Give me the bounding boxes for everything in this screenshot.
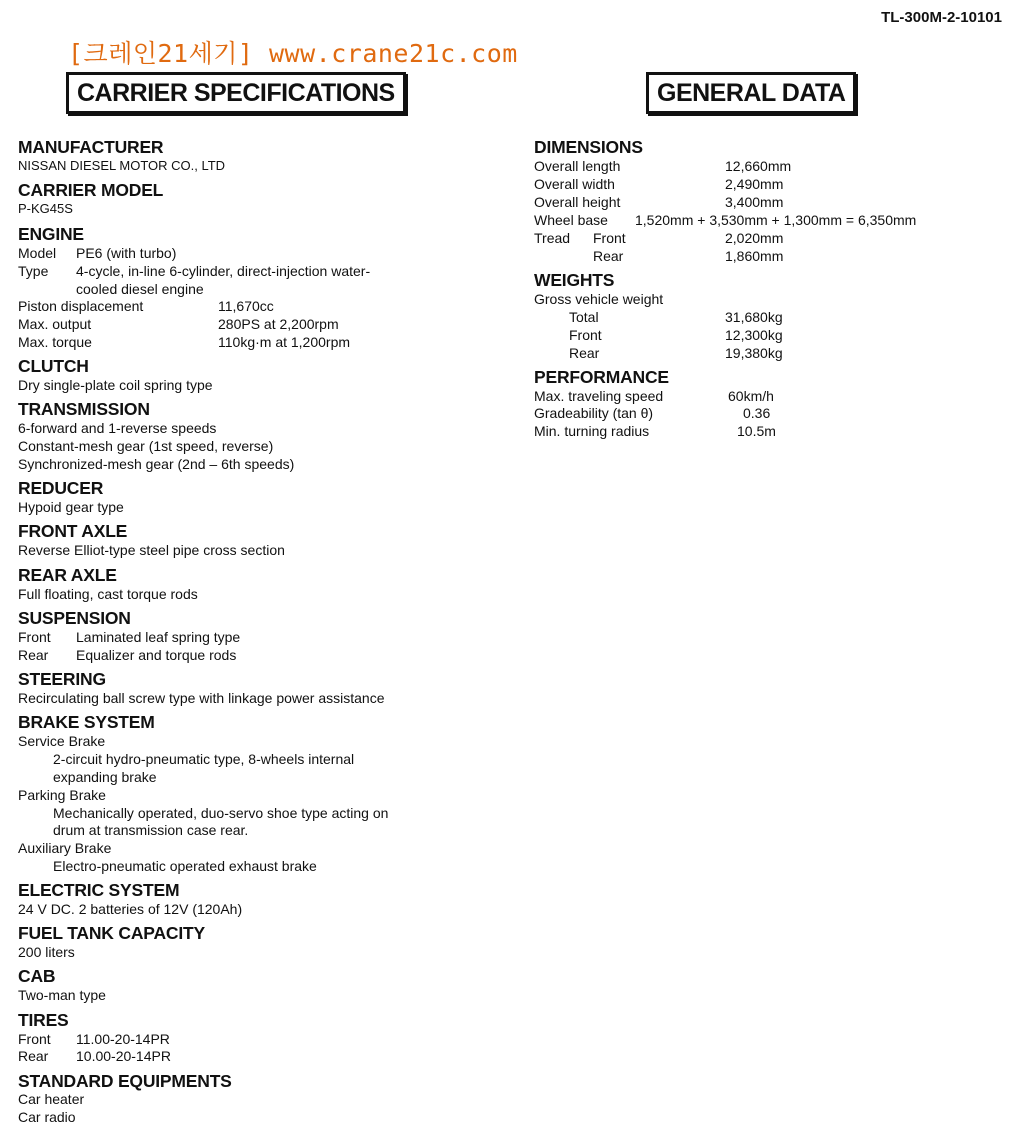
rear-axle-value: Full floating, cast torque rods bbox=[18, 586, 198, 602]
suspension-front-label: Front bbox=[18, 629, 51, 645]
tires-rear-label: Rear bbox=[18, 1048, 49, 1064]
auxiliary-brake-label: Auxiliary Brake bbox=[18, 840, 112, 856]
max-torque-label: Max. torque bbox=[18, 334, 92, 350]
brake-system-heading: BRAKE SYSTEM bbox=[18, 712, 155, 732]
manufacturer-heading: MANUFACTURER bbox=[18, 137, 164, 157]
service-brake-label: Service Brake bbox=[18, 733, 106, 749]
electric-system-heading: ELECTRIC SYSTEM bbox=[18, 880, 180, 900]
overall-height-value: 3,400mm bbox=[725, 194, 784, 210]
cab-heading: CAB bbox=[18, 966, 56, 986]
document-id: TL-300M-2-10101 bbox=[881, 9, 1002, 26]
max-output-label: Max. output bbox=[18, 316, 92, 332]
carrier-model-heading: CARRIER MODEL bbox=[18, 180, 164, 200]
performance-heading: PERFORMANCE bbox=[534, 367, 669, 387]
fuel-tank-heading: FUEL TANK CAPACITY bbox=[18, 923, 205, 943]
carrier-model-value: P-KG45S bbox=[18, 201, 73, 216]
reducer-heading: REDUCER bbox=[18, 478, 104, 498]
tread-label: Tread bbox=[534, 230, 571, 246]
tires-rear-value: 10.00-20-14PR bbox=[76, 1048, 171, 1064]
suspension-rear-label: Rear bbox=[18, 647, 49, 663]
tread-front-value: 2,020mm bbox=[725, 230, 784, 246]
clutch-heading: CLUTCH bbox=[18, 356, 89, 376]
tires-heading: TIRES bbox=[18, 1010, 69, 1030]
front-axle-heading: FRONT AXLE bbox=[18, 521, 128, 541]
engine-model-label: Model bbox=[18, 245, 57, 261]
displacement-label: Piston displacement bbox=[18, 298, 144, 314]
tires-front-value: 11.00-20-14PR bbox=[76, 1031, 170, 1047]
overall-width-value: 2,490mm bbox=[725, 176, 784, 192]
overall-length-value: 12,660mm bbox=[725, 158, 792, 174]
engine-type-value-1: 4-cycle, in-line 6-cylinder, direct-injection water- bbox=[76, 263, 371, 279]
equipment-item: Car heater bbox=[18, 1091, 85, 1107]
engine-heading: ENGINE bbox=[18, 224, 84, 244]
transmission-heading: TRANSMISSION bbox=[18, 399, 150, 419]
gross-vehicle-weight-label: Gross vehicle weight bbox=[534, 291, 664, 307]
suspension-rear-value: Equalizer and torque rods bbox=[76, 647, 237, 663]
gradeability-label: Gradeability (tan θ) bbox=[534, 405, 654, 421]
max-torque-value: 110kg·m at 1,200rpm bbox=[218, 334, 351, 350]
weight-rear-label: Rear bbox=[569, 345, 600, 361]
max-output-value: 280PS at 2,200rpm bbox=[218, 316, 339, 332]
electric-system-value: 24 V DC. 2 batteries of 12V (120Ah) bbox=[18, 901, 243, 917]
displacement-value: 11,670cc bbox=[218, 298, 274, 314]
max-speed-value: 60km/h bbox=[728, 388, 774, 404]
weight-total-label: Total bbox=[569, 309, 599, 325]
overall-length-label: Overall length bbox=[534, 158, 621, 174]
turning-radius-value: 10.5m bbox=[737, 423, 776, 439]
transmission-line: Synchronized-mesh gear (2nd – 6th speeds) bbox=[18, 456, 295, 472]
tread-rear-value: 1,860mm bbox=[725, 248, 784, 264]
engine-type-label: Type bbox=[18, 263, 49, 279]
wheel-base-value: 1,520mm + 3,530mm + 1,300mm = 6,350mm bbox=[635, 212, 917, 228]
engine-type-value-2: cooled diesel engine bbox=[76, 281, 204, 297]
watermark: [크레인21세기] www.crane21c.com bbox=[68, 39, 518, 68]
engine-model-value: PE6 (with turbo) bbox=[76, 245, 177, 261]
wheel-base-label: Wheel base bbox=[534, 212, 608, 228]
steering-value: Recirculating ball screw type with linkage power assistance bbox=[18, 690, 385, 706]
service-brake-value-2: expanding brake bbox=[53, 769, 157, 785]
front-axle-value: Reverse Elliot-type steel pipe cross section bbox=[18, 542, 285, 558]
weight-front-value: 12,300kg bbox=[725, 327, 783, 343]
dimensions-heading: DIMENSIONS bbox=[534, 137, 643, 157]
parking-brake-label: Parking Brake bbox=[18, 787, 106, 803]
steering-heading: STEERING bbox=[18, 669, 106, 689]
service-brake-value-1: 2-circuit hydro-pneumatic type, 8-wheels internal bbox=[53, 751, 355, 767]
weight-rear-value: 19,380kg bbox=[725, 345, 783, 361]
turning-radius-label: Min. turning radius bbox=[534, 423, 650, 439]
standard-equipments-heading: STANDARD EQUIPMENTS bbox=[18, 1071, 232, 1091]
overall-height-label: Overall height bbox=[534, 194, 621, 210]
equipment-item: Car radio bbox=[18, 1109, 76, 1125]
gradeability-value: 0.36 bbox=[743, 405, 771, 421]
reducer-value: Hypoid gear type bbox=[18, 499, 124, 515]
fuel-tank-value: 200 liters bbox=[18, 944, 75, 960]
parking-brake-value-1: Mechanically operated, duo-servo shoe type acting on bbox=[53, 805, 389, 821]
suspension-heading: SUSPENSION bbox=[18, 608, 131, 628]
weight-front-label: Front bbox=[569, 327, 602, 343]
tread-rear-label: Rear bbox=[593, 248, 624, 264]
parking-brake-value-2: drum at transmission case rear. bbox=[53, 822, 249, 838]
overall-width-label: Overall width bbox=[534, 176, 615, 192]
weights-heading: WEIGHTS bbox=[534, 270, 615, 290]
rear-axle-heading: REAR AXLE bbox=[18, 565, 117, 585]
cab-value: Two-man type bbox=[18, 987, 106, 1003]
max-speed-label: Max. traveling speed bbox=[534, 388, 664, 404]
transmission-line: Constant-mesh gear (1st speed, reverse) bbox=[18, 438, 274, 454]
weight-total-value: 31,680kg bbox=[725, 309, 783, 325]
general-data-title: GENERAL DATA bbox=[646, 72, 856, 114]
clutch-value: Dry single-plate coil spring type bbox=[18, 377, 213, 393]
carrier-specifications-title: CARRIER SPECIFICATIONS bbox=[66, 72, 406, 114]
transmission-line: 6-forward and 1-reverse speeds bbox=[18, 420, 217, 436]
tread-front-label: Front bbox=[593, 230, 626, 246]
auxiliary-brake-value: Electro-pneumatic operated exhaust brake bbox=[53, 858, 317, 874]
manufacturer-value: NISSAN DIESEL MOTOR CO., LTD bbox=[18, 158, 226, 173]
suspension-front-value: Laminated leaf spring type bbox=[76, 629, 241, 645]
tires-front-label: Front bbox=[18, 1031, 51, 1047]
